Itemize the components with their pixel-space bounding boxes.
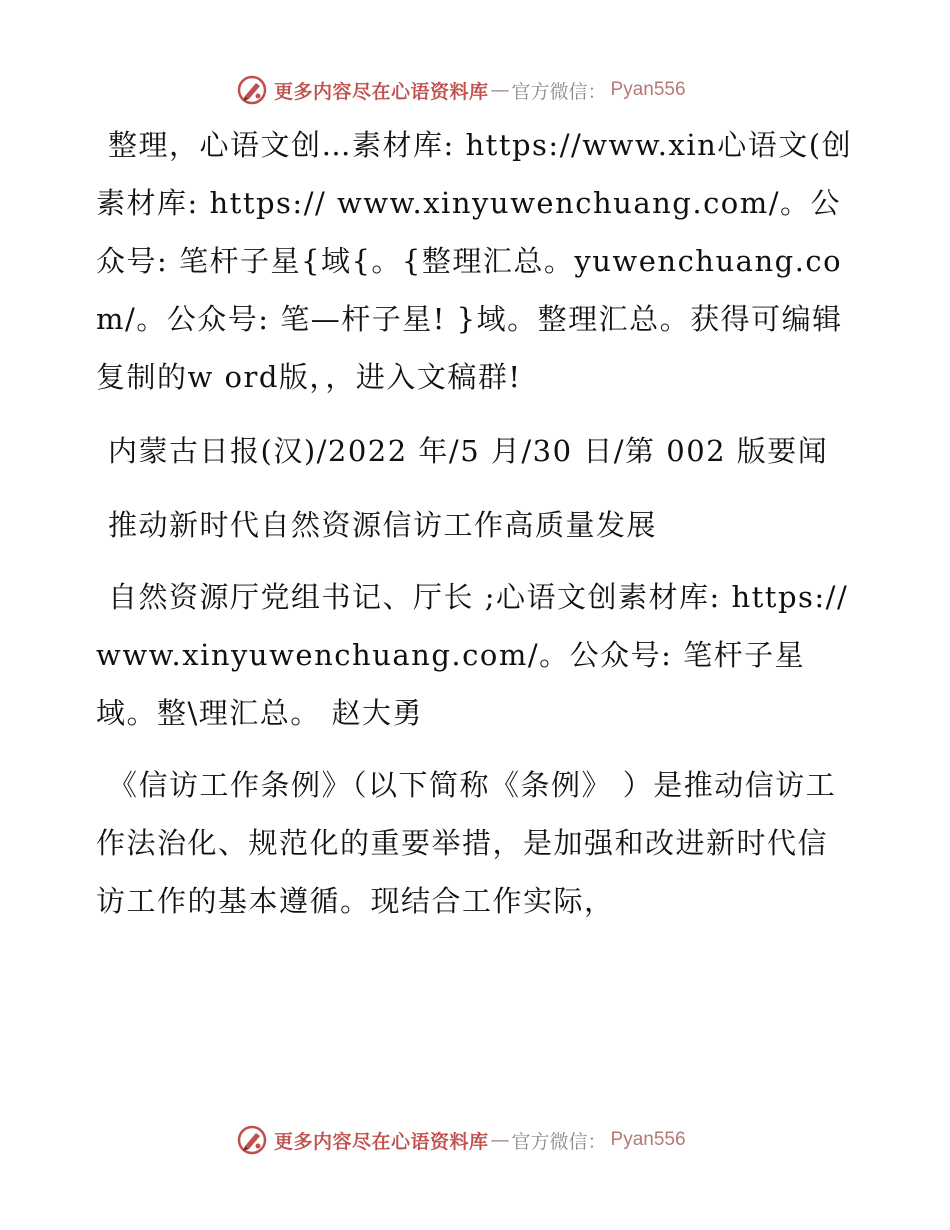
document-body [96, 116, 856, 930]
banner-slogan: 更多内容尽在心语资料库 [274, 80, 489, 103]
source-line: 内蒙古日报(汉)/2022 年/5 月/30 日/第 002 版要闻 [108, 434, 829, 468]
pen-logo-icon [236, 74, 268, 106]
intro-paragraph: 整理，心语文创…素材库: https://www.xin心语文(创素材库: https:// www.xinyuwenchuang.com/。公众号: 笔杆子星{域{。{整理汇总。yuwenchuang.com/。公众号: 笔—杆子星! }域。整理汇总。获得可编辑复制的w ord版，，进入文稿群! [96, 128, 853, 394]
banner-slogan: 更多内容尽在心语资料库 [274, 1130, 489, 1153]
wechat-id: Pyan556 [610, 1129, 686, 1150]
article-title: 推动新时代自然资源信访工作高质量发展 [108, 508, 658, 542]
author-line: 自然资源厅党组书记、厅长 ;心语文创素材库: https://www.xinyuwenchuang.com/。公众号: 笔杆子星域。整\理汇总。 赵大勇 [96, 580, 849, 730]
wechat-id: Pyan556 [610, 79, 686, 100]
body-paragraph: 《信访工作条例》（以下简称《条例》 ）是推动信访工作法治化、规范化的重要举措，是加强和改进新时代信访工作的基本遵循。现结合工作实际， [96, 768, 837, 918]
pen-logo-icon [236, 1124, 268, 1156]
footer-banner [236, 1123, 686, 1157]
header-banner [236, 73, 686, 107]
wechat-label: 官方微信： [511, 1130, 607, 1153]
banner-separator: — [490, 1129, 510, 1151]
wechat-label: 官方微信： [511, 80, 607, 103]
banner-separator: — [490, 79, 510, 101]
